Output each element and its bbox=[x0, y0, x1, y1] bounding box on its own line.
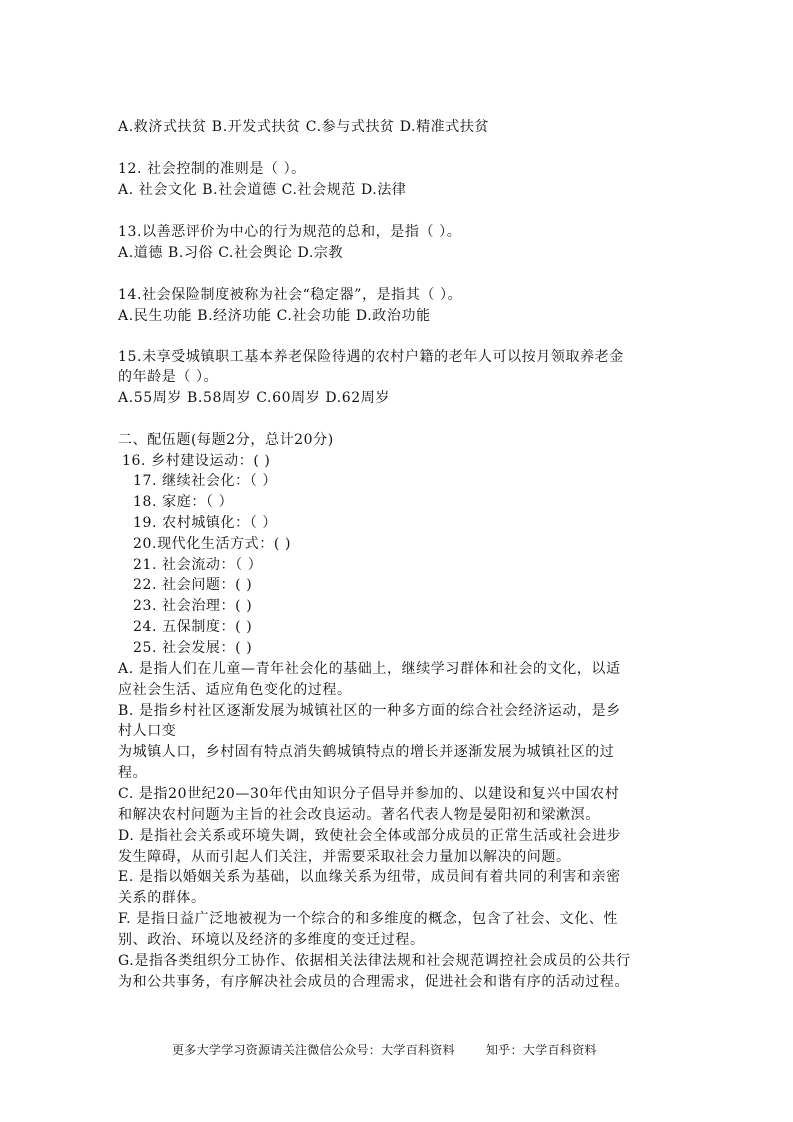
question-14-options: A.民生功能 B.经济功能 C.社会功能 D.政治功能 bbox=[118, 308, 431, 324]
question-11-options: A.救济式扶贫 B.开发式扶贫 C.参与式扶贫 D.精准式扶贫 bbox=[118, 119, 490, 135]
question-13-stem: 13.以善恶评价为中心的行为规范的总和，是指（ ）。 bbox=[118, 224, 462, 240]
question-13-options: A.道德 B.习俗 C.社会舆论 D.宗教 bbox=[118, 245, 344, 261]
matching-item: 25. 社会发展：( ) bbox=[133, 640, 253, 656]
definition-line: A. 是指人们在儿童—青年社会化的基础上，继续学习群体和社会的文化，以适 bbox=[118, 661, 621, 677]
matching-item: 23. 社会治理：( ) bbox=[133, 598, 253, 614]
question-12-stem: 12. 社会控制的准则是（ ）。 bbox=[118, 161, 306, 177]
question-15-stem-line-2: 的年龄是（ ）。 bbox=[118, 369, 219, 385]
section-two-heading: 二、配伍题(每题2分，总计20分) bbox=[118, 432, 334, 448]
matching-item: 21. 社会流动：（ ） bbox=[133, 557, 263, 573]
definition-line: E. 是指以婚姻关系为基础，以血缘关系为纽带，成员间有着共同的利害和亲密 bbox=[118, 869, 621, 885]
definition-line: 为和公共事务，有序解决社会成员的合理需求，促进社会和谐有序的活动过程。 bbox=[118, 974, 629, 990]
question-15-stem-line-1: 15.未享受城镇职工基本养老保险待遇的农村户籍的老年人可以按月领取养老金 bbox=[118, 349, 624, 365]
matching-item: 17. 继续社会化：（ ） bbox=[133, 473, 277, 489]
question-14-stem: 14.社会保险制度被称为社会“稳定器”，是指其（ ）。 bbox=[118, 287, 463, 303]
matching-item: 16. 乡村建设运动：( ) bbox=[122, 453, 271, 469]
footer-wechat-note: 更多大学学习资源请关注微信公众号：大学百科资料 bbox=[172, 1043, 455, 1057]
matching-item: 19. 农村城镇化：（ ） bbox=[133, 515, 277, 531]
matching-item: 24. 五保制度：( ) bbox=[133, 619, 253, 635]
definition-line: G.是指各类组织分工协作、依据相关法律法规和社会规范调控社会成员的公共行 bbox=[118, 953, 631, 969]
definition-line: 别、政治、环境以及经济的多维度的变迁过程。 bbox=[118, 932, 425, 948]
definition-line: 应社会生活、适应角色变化的过程。 bbox=[118, 682, 352, 698]
question-15-options: A.55周岁 B.58周岁 C.60周岁 D.62周岁 bbox=[118, 390, 390, 406]
definition-line: 发生障碍，从而引起人们关注，并需要采取社会力量加以解决的问题。 bbox=[118, 849, 571, 865]
definition-line: C. 是指20世纪20—30年代由知识分子倡导并参加的、以建设和复兴中国农村 bbox=[118, 786, 620, 802]
definition-line: 村人口变 bbox=[118, 723, 177, 739]
footer-zhihu-note: 知乎：大学百科资料 bbox=[486, 1043, 597, 1057]
definition-line: B. 是指乡村社区逐渐发展为城镇社区的一种多方面的综合社会经济运动，是乡 bbox=[118, 703, 621, 719]
definition-line: F. 是指日益广泛地被视为一个综合的和多维度的概念，包含了社会、文化、性 bbox=[118, 911, 619, 927]
definition-line: 关系的群体。 bbox=[118, 890, 206, 906]
matching-item: 22. 社会问题：( ) bbox=[133, 577, 253, 593]
definition-line: 和解决农村问题为主旨的社会改良运动。著名代表人物是晏阳初和梁漱溟。 bbox=[118, 807, 600, 823]
matching-item: 20.现代化生活方式：( ) bbox=[133, 536, 292, 552]
definition-line: 为城镇人口，乡村固有特点消失鹤城镇特点的增长并逐渐发展为城镇社区的过 bbox=[118, 744, 615, 760]
definition-line: 程。 bbox=[118, 765, 148, 781]
matching-item: 18. 家庭：（ ） bbox=[133, 494, 234, 510]
question-12-options: A. 社会文化 B.社会道德 C.社会规范 D.法律 bbox=[118, 182, 407, 198]
definition-line: D. 是指社会关系或环境失调，致使社会全体或部分成员的正常生活或社会进步 bbox=[118, 828, 622, 844]
